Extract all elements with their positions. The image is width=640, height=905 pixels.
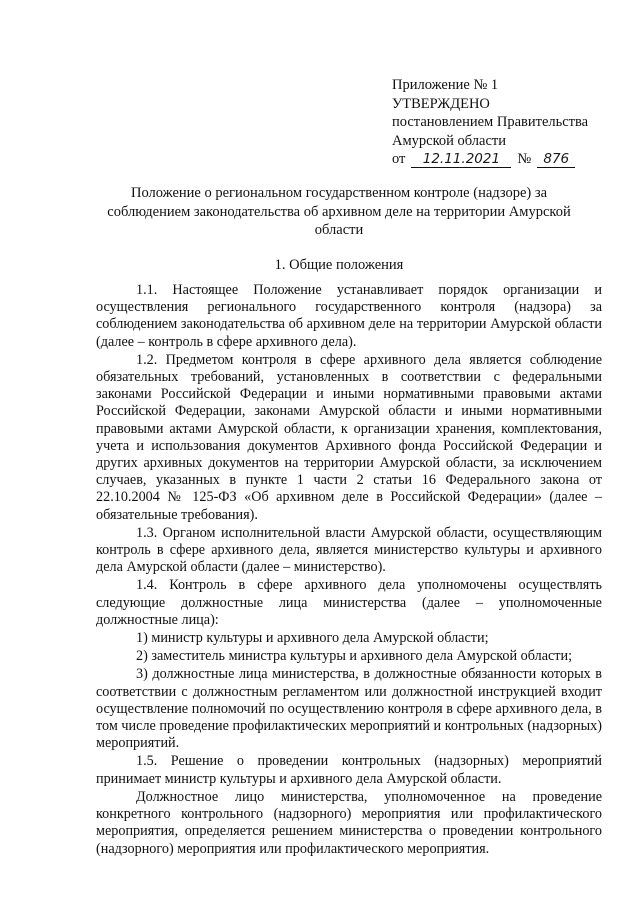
approved-label: УТВЕРЖДЕНО <box>392 95 490 112</box>
paragraph: Должностное лицо министерства, уполномоченное на проведение конкретного контрольного (надзорного) мероприятия или профилактического мероприятия, определяется решением министерства о проведении контрольного (надзорного) мероприятия или профилактического мероприятия. <box>96 788 602 857</box>
list-item: 2) заместитель министра культуры и архивного дела Амурской области; <box>136 648 573 665</box>
handwritten-date: 12.11.2021 <box>411 151 511 168</box>
appendix-label: Приложение № 1 <box>392 77 499 93</box>
region-label: Амурской области <box>392 132 506 149</box>
paragraph: 1.2. Предметом контроля в сфере архивного дела является соблюдение обязательных требований, установленных в соответствии с федеральными законами Российской Федерации и иными нормативными правовыми актами Российской Федерации, законами Амурской области и иными нормативными правовыми актами Амурской области, к организации хранения, комплектования, учета и использования документов Архивного фонда Российской Федерации и других архивных документов на территории Амурской области, за исключением случаев, указанных в пункте 1 части 2 статьи 16 Федерального закона от 22.10.2004 № 125-ФЗ «Об архивном деле в Российской Федерации» (далее – обязательные требования). <box>96 351 602 523</box>
section-heading: 1. Общие положения <box>274 257 404 273</box>
paragraph: 1.5. Решение о проведении контрольных (надзорных) мероприятий принимает министр культуры и архивного дела Амурской области. <box>96 753 602 787</box>
list-item: 3) должностные лица министерства, в должностные обязанности которых в соответствии с должностным регламентом или должностной инструкцией входит осуществление полномочий по осуществлению контроля в сфере архивного дела, в том числе проведение профилактических мероприятий и контрольных (надзорных) мероприятий. <box>96 666 602 752</box>
date-number-line <box>392 150 622 169</box>
paragraph: 1.4. Контроль в сфере архивного дела уполномочены осуществлять следующие должностные лица министерства (далее – уполномоченные должностные лица): <box>96 577 602 628</box>
paragraph: 1.1. Настоящее Положение устанавливает порядок организации и осуществления регионального государственного контроля (надзора) за соблюдением законодательства об архивном деле на территории Амурской области (далее – контроль в сфере архивного дела). <box>96 282 602 350</box>
document-body <box>96 282 602 858</box>
handwritten-number: 876 <box>537 151 575 168</box>
paragraph: 1.3. Органом исполнительной власти Амурской области, осуществляющим контроль в сфере архивного дела, является министерство культуры и архивного дела Амурской области (далее – министерство). <box>96 524 602 576</box>
document-title: Положение о региональном государственном контроле (надзоре) за соблюдением законодательства об архивном деле на территории Амурской области <box>107 185 571 238</box>
date-prefix: от <box>392 151 406 167</box>
resolution-label: постановлением Правительства <box>392 114 589 130</box>
number-sign: № <box>517 151 532 167</box>
list-item: 1) министр культуры и архивного дела Амурской области; <box>136 630 489 647</box>
approval-block <box>392 76 622 169</box>
